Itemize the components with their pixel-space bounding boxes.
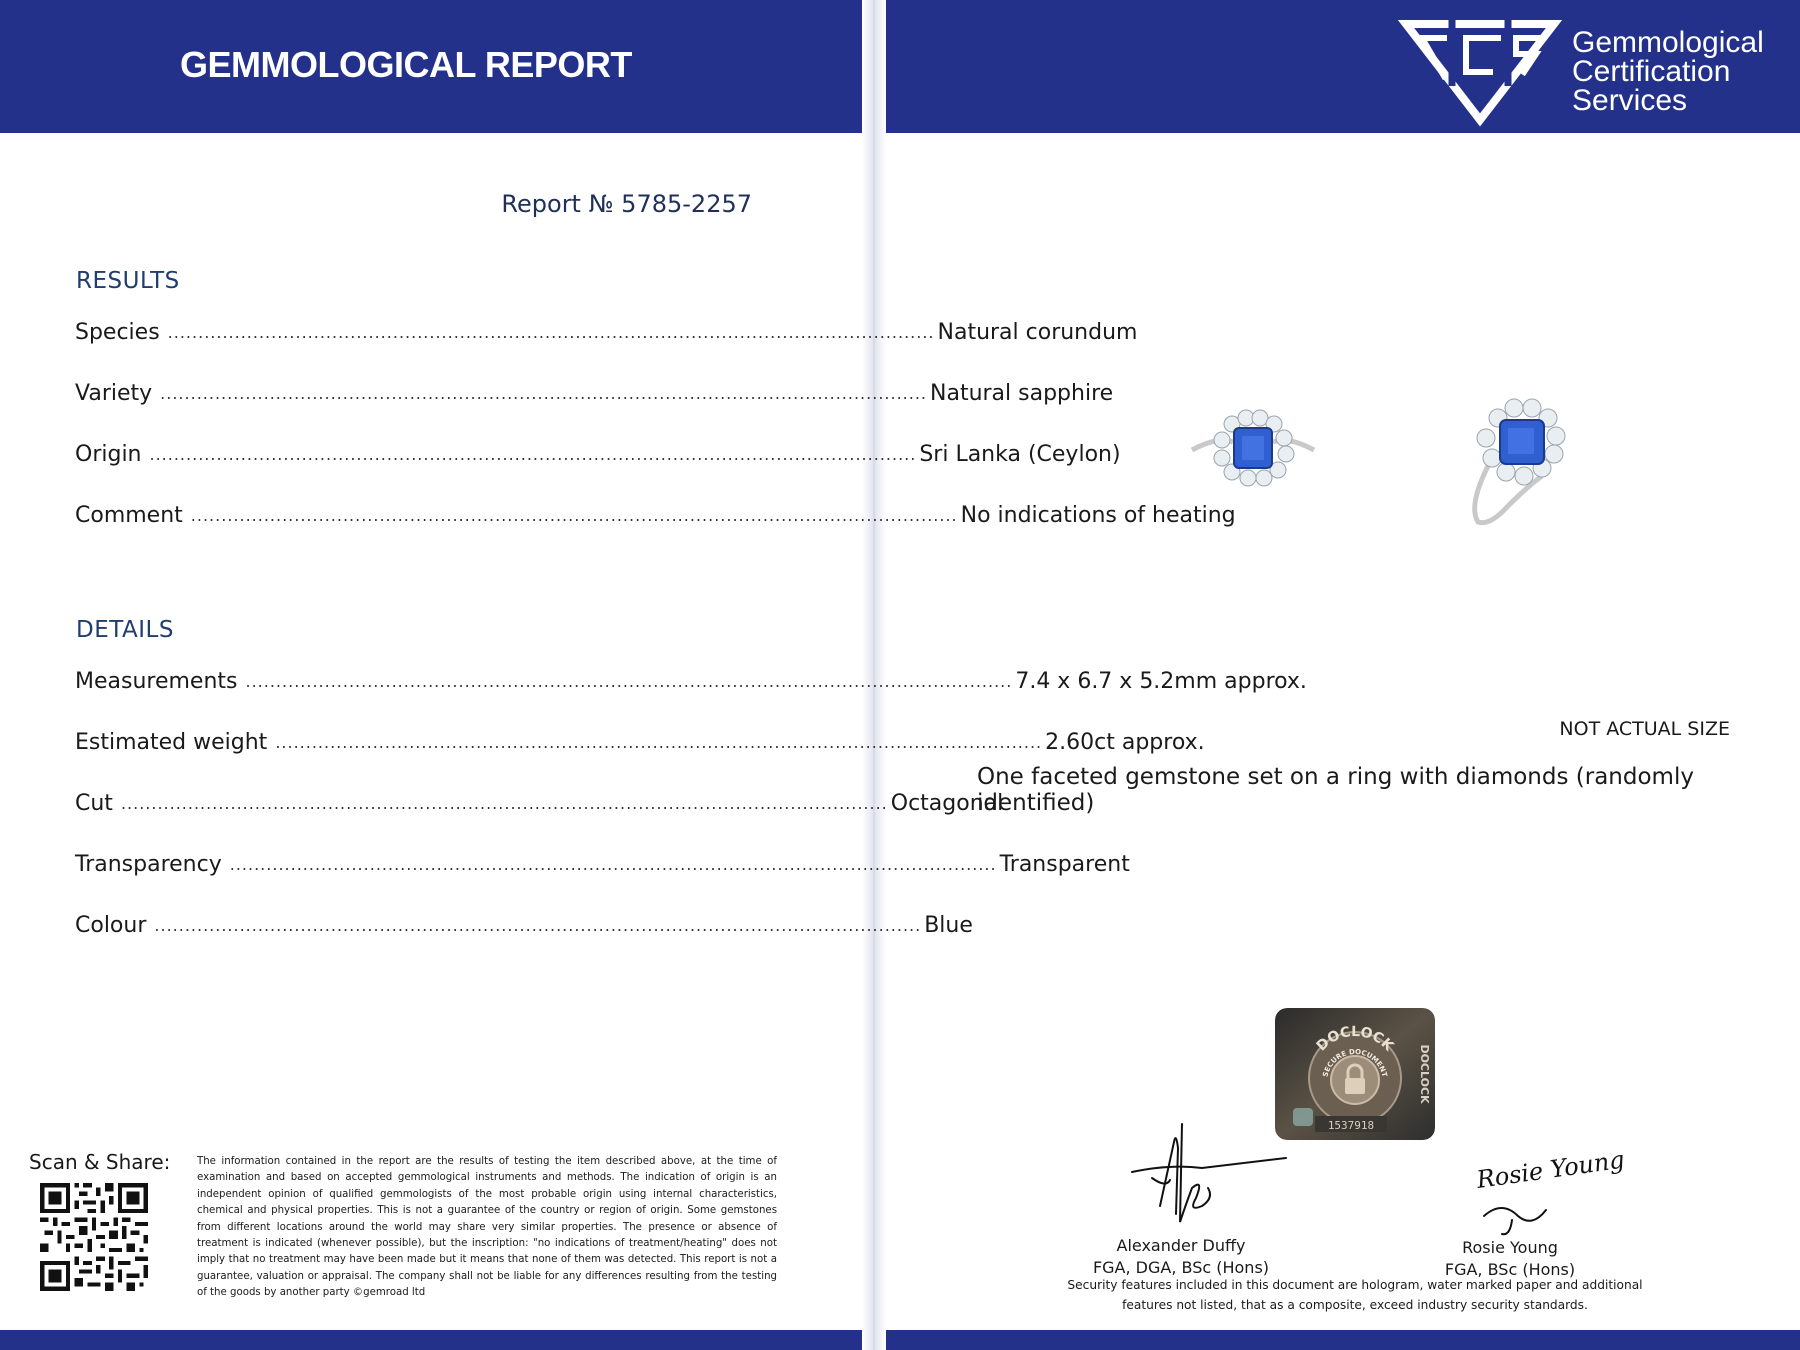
logo-line-2: Certification [1572,55,1731,88]
disclaimer-text: The information contained in the report are the results of testing the item described above, at the time of examination and based on accepted gemmological instruments and methods. The indication of origin is an independent opinion of qualified gemmologists of the most probable origin using internal characteristics, chemical and physical properties. This is not a guarantee of the country or region of origin. Some gemstones from different locations around the world may share very similar properties. The presence or absence of treatment is indicated (whenever possible), but the inscription: "no indications of treatment/heating" does not imply that no treatment may have been made but it means that none of them was detected. This report is not a guarantee, valuation or appraisal. The company shall not be liable for any differences resulting from the testing of the goods by another party ©gemroad ltd [197,1156,777,1299]
hologram-arc-text: DOCLOCK [1313,1023,1397,1055]
hologram-side-text: DOCLOCK [1418,1044,1431,1104]
row-value: 7.4 x 6.7 x 5.2mm approx. [1015,669,1307,694]
leader-dots: .............................................................................................................................. [190,506,958,525]
row-label: Comment [75,503,183,528]
leader-dots: .............................................................................................................................. [154,916,922,935]
footer-band-left [0,1330,870,1350]
report-number: Report № 5785-2257 [501,190,752,218]
row-value: Natural sapphire [930,381,1114,406]
gcs-logo-icon [1400,16,1560,126]
result-row-origin [75,433,1121,467]
detail-row-colour [75,904,973,938]
leader-dots: .............................................................................................................................. [120,794,888,813]
row-value: Natural corundum [937,320,1138,345]
item-description: One faceted gemstone set on a ring with diamonds (randomly identified) [977,764,1694,816]
row-value: Blue [924,913,973,938]
footer-band-right [878,1330,1800,1350]
row-value: Octagonal [890,791,1004,816]
row-label: Origin [75,442,142,467]
leader-dots: .............................................................................................................................. [149,445,917,464]
logo-line-1: Gemmological [1572,26,1764,59]
row-value: Sri Lanka (Ceylon) [919,442,1121,467]
row-value: No indications of heating [960,503,1236,528]
scan-share-label: Scan & Share: [29,1150,171,1174]
detail-row-measurements [75,660,1307,694]
row-label: Species [75,320,160,345]
ring-top-view-image [1188,398,1318,498]
signer-name-rosie-young: Rosie Young [1462,1238,1558,1257]
qr-code-icon[interactable] [40,1183,148,1291]
logo-wordmark [1572,28,1764,115]
row-value: Transparent [999,852,1130,877]
hologram-inner-text: SECURE DOCUMENT [1321,1047,1389,1078]
leader-dots: .............................................................................................................................. [245,672,1013,691]
results-title: RESULTS [76,268,180,294]
signer-qualifications-rosie-young: FGA, BSc (Hons) [1444,1260,1576,1279]
row-value: 2.60ct approx. [1045,730,1205,755]
result-row-species [75,311,1138,345]
row-label: Colour [75,913,147,938]
detail-row-cut [75,782,1004,816]
row-label: Estimated weight [75,730,268,755]
leader-dots: .............................................................................................................................. [229,855,997,874]
result-row-comment [75,494,1236,528]
ring-angled-view-image [1458,396,1578,528]
signer-qualifications-alexander-duffy: FGA, DGA, BSc (Hons) [1092,1258,1270,1277]
detail-row-transparency [75,843,1130,877]
hologram-serial: 1537918 [1327,1119,1375,1132]
signature-rosie-young [1472,1145,1627,1240]
result-row-variety [75,372,1114,406]
report-heading: GEMMOLOGICAL REPORT [180,44,632,85]
leader-dots: .............................................................................................................................. [167,323,935,342]
row-label: Transparency [75,852,222,877]
row-label: Variety [75,381,153,406]
security-features-note: Security features included in this document are hologram, water marked paper and additional features not listed, that as a composite, exceed industry security standards. [1067,1278,1643,1312]
signature-rosie-young-text: Rosie Young [1474,1145,1627,1194]
signature-alexander-duffy [1130,1118,1300,1228]
leader-dots: .............................................................................................................................. [275,733,1043,752]
details-title: DETAILS [76,617,174,643]
leader-dots: .............................................................................................................................. [160,384,927,403]
row-label: Measurements [75,669,238,694]
row-label: Cut [75,791,113,816]
not-actual-size-label: NOT ACTUAL SIZE [1559,718,1730,740]
logo-line-3: Services [1572,84,1688,117]
detail-row-weight [75,721,1205,755]
signer-name-alexander-duffy: Alexander Duffy [1116,1236,1246,1255]
